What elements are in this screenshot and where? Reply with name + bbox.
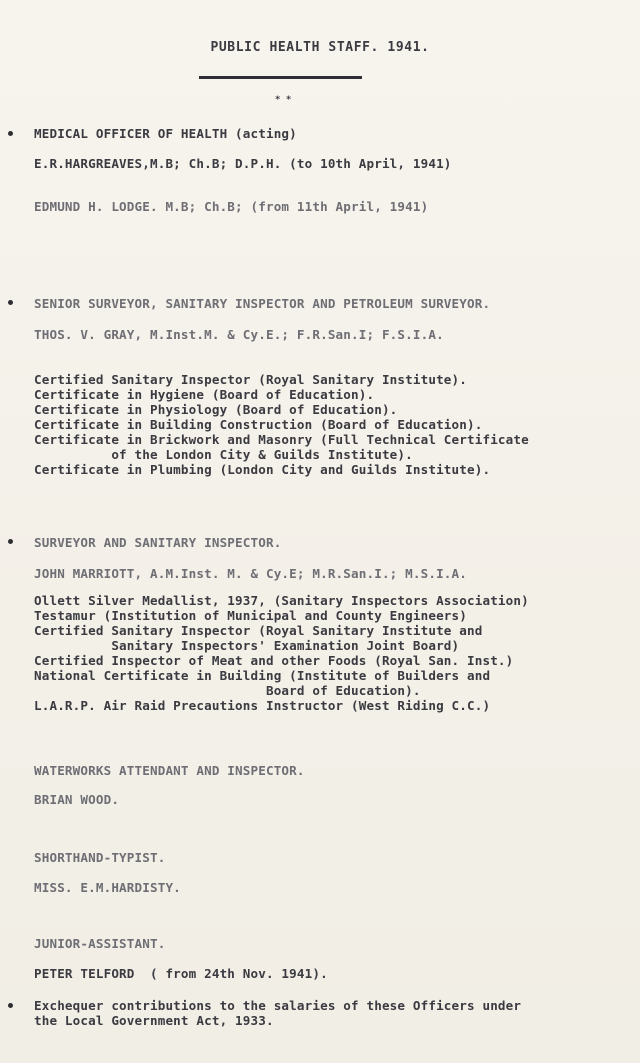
typist-name: MISS. E.M.HARDISTY. — [34, 880, 181, 895]
title-underline — [199, 76, 362, 79]
junior-name: PETER TELFORD ( from 24th Nov. 1941). — [34, 966, 328, 981]
ornament-stars: * * — [275, 95, 292, 105]
senior-qual: Certificate in Building Construction (Board of Education). — [34, 417, 483, 432]
surveyor-qual: Board of Education). — [34, 683, 421, 698]
surveyor-qual: Sanitary Inspectors' Examination Joint Board) — [34, 638, 460, 653]
surveyor-qual: Ollett Silver Medallist, 1937, (Sanitary Inspectors Association) — [34, 593, 529, 608]
moh-line-1: E.R.HARGREAVES,M.B; Ch.B; D.P.H. (to 10th April, 1941) — [34, 156, 452, 171]
senior-name: THOS. V. GRAY, M.Inst.M. & Cy.E.; F.R.San.I; F.S.I.A. — [34, 327, 444, 342]
surveyor-name: JOHN MARRIOTT, A.M.Inst. M. & Cy.E; M.R.San.I.; M.S.I.A. — [34, 566, 467, 581]
footnote-line-1: Exchequer contributions to the salaries of these Officers under — [34, 998, 522, 1013]
bullet-dot — [8, 539, 13, 544]
section-title-moh: MEDICAL OFFICER OF HEALTH (acting) — [34, 126, 297, 141]
surveyor-qual: Certified Sanitary Inspector (Royal Sanitary Institute and — [34, 623, 483, 638]
waterworks-name: BRIAN WOOD. — [34, 792, 120, 807]
senior-qual: Certified Sanitary Inspector (Royal Sanitary Institute). — [34, 372, 467, 387]
surveyor-qual: L.A.R.P. Air Raid Precautions Instructor (West Riding C.C.) — [34, 698, 491, 713]
surveyor-qual: Certified Inspector of Meat and other Foods (Royal San. Inst.) — [34, 653, 514, 668]
surveyor-qual: National Certificate in Building (Institute of Builders and — [34, 668, 491, 683]
senior-qual: Certificate in Brickwork and Masonry (Full Technical Certificate — [34, 432, 529, 447]
section-title-waterworks: WATERWORKS ATTENDANT AND INSPECTOR. — [34, 763, 305, 778]
footnote-line-2: the Local Government Act, 1933. — [34, 1013, 274, 1028]
senior-qual: Certificate in Hygiene (Board of Education). — [34, 387, 375, 402]
senior-qual: of the London City & Guilds Institute). — [34, 447, 413, 462]
bullet-dot — [8, 300, 13, 305]
senior-qual: Certificate in Plumbing (London City and Guilds Institute). — [34, 462, 491, 477]
bullet-dot — [8, 1003, 13, 1008]
section-title-junior: JUNIOR-ASSISTANT. — [34, 936, 166, 951]
section-title-typist: SHORTHAND-TYPIST. — [34, 850, 166, 865]
surveyor-qual: Testamur (Institution of Municipal and County Engineers) — [34, 608, 467, 623]
senior-qual: Certificate in Physiology (Board of Education). — [34, 402, 398, 417]
section-title-surveyor: SURVEYOR AND SANITARY INSPECTOR. — [34, 535, 282, 550]
bullet-dot — [8, 131, 13, 136]
page-title: PUBLIC HEALTH STAFF. 1941. — [210, 40, 430, 55]
moh-line-2: EDMUND H. LODGE. M.B; Ch.B; (from 11th April, 1941) — [34, 199, 429, 214]
section-title-senior: SENIOR SURVEYOR, SANITARY INSPECTOR AND PETROLEUM SURVEYOR. — [34, 296, 491, 311]
